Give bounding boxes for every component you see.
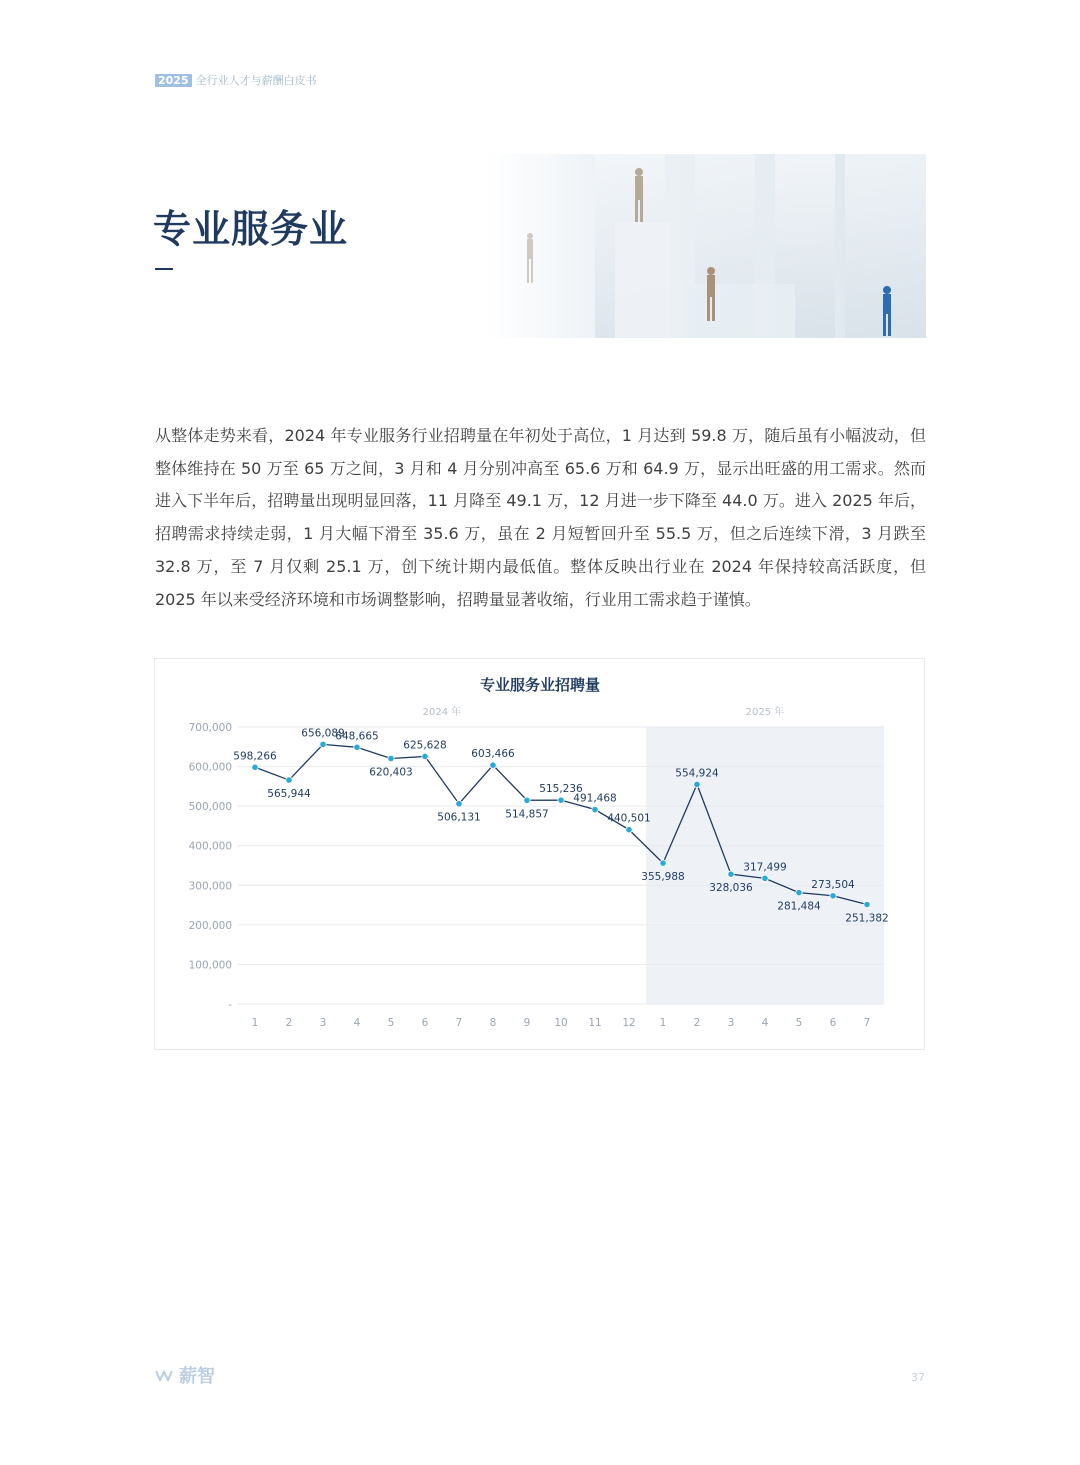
data-point [490, 762, 496, 768]
data-point [320, 741, 326, 747]
data-label: 515,236 [539, 783, 583, 796]
recruitment-line-chart [155, 659, 926, 1051]
y-tick-label: 700,000 [188, 722, 232, 734]
y-tick-label: 400,000 [188, 840, 232, 853]
header-title: 全行业人才与薪酬白皮书 [195, 74, 317, 87]
x-tick-label: 2 [693, 1017, 701, 1029]
data-label: 355,988 [641, 871, 685, 884]
data-point [558, 797, 564, 803]
y-tick-label: 300,000 [188, 880, 232, 893]
x-tick-label: 3 [727, 1017, 735, 1029]
hero-image [485, 154, 926, 338]
data-label: 625,628 [403, 739, 447, 752]
x-tick-label: 7 [863, 1017, 871, 1029]
data-point [388, 755, 394, 761]
data-label: 440,501 [607, 812, 651, 825]
data-label: 620,403 [369, 766, 413, 779]
data-label: 281,484 [777, 900, 821, 913]
data-point [252, 764, 258, 770]
section-title: 专业服务业 [153, 207, 349, 251]
data-label: 251,382 [845, 912, 889, 925]
footer-logo-text: 薪智 [179, 1366, 215, 1387]
data-point [694, 781, 700, 787]
data-label: 656,089 [301, 727, 345, 740]
y-tick-label: 500,000 [188, 801, 232, 814]
data-point [762, 875, 768, 881]
x-tick-label: 2 [285, 1017, 293, 1029]
x-tick-label: 5 [387, 1017, 395, 1029]
x-tick-label: 9 [523, 1017, 531, 1029]
x-tick-label: 8 [489, 1017, 497, 1029]
data-point [864, 901, 870, 907]
data-point [830, 893, 836, 899]
data-label: 603,466 [471, 748, 515, 761]
data-point [524, 797, 530, 803]
y-tick-label: 200,000 [188, 919, 232, 932]
data-label: 648,665 [335, 730, 379, 743]
data-point [456, 801, 462, 807]
x-tick-label: 4 [353, 1017, 361, 1029]
x-tick-label: 3 [319, 1017, 327, 1029]
data-point [626, 826, 632, 832]
header-tag [155, 72, 317, 88]
y-tick-label: 100,000 [188, 959, 232, 972]
data-label: 554,924 [675, 767, 719, 780]
group-label-2024: 2024 年 [422, 707, 462, 718]
data-point [796, 889, 802, 895]
title-divider [155, 268, 173, 270]
footer-logo [155, 1362, 215, 1388]
x-tick-label: 4 [761, 1017, 769, 1029]
data-label: 565,944 [267, 788, 311, 801]
data-point [354, 744, 360, 750]
chart-title: 专业服务业招聘量 [479, 676, 601, 694]
data-point [592, 806, 598, 812]
data-point [660, 860, 666, 866]
data-label: 491,468 [573, 792, 617, 805]
logo-wave-icon [155, 1368, 175, 1382]
x-tick-label: 1 [659, 1017, 667, 1029]
header-year-badge: 2025 [155, 74, 192, 87]
x-tick-label: 1 [251, 1017, 259, 1029]
data-label: 598,266 [233, 750, 277, 763]
x-tick-label: 6 [421, 1017, 429, 1029]
data-point [728, 871, 734, 877]
data-point [422, 753, 428, 759]
x-tick-label: 11 [588, 1017, 602, 1029]
page-number: 37 [911, 1371, 925, 1384]
data-label: 506,131 [437, 811, 481, 824]
y-tick-label: 600,000 [188, 761, 232, 774]
data-label: 514,857 [505, 808, 549, 821]
data-label: 273,504 [811, 878, 855, 891]
x-tick-label: 6 [829, 1017, 837, 1029]
x-tick-label: 7 [455, 1017, 463, 1029]
body-paragraph: 从整体走势来看，2024 年专业服务行业招聘量在年初处于高位，1 月达到 59.8 万，随后虽有小幅波动，但整体维持在 50 万至 65 万之间，3 月和 4 月分别冲高至 65.6 万和 64.9 万，显示出旺盛的用工需求。然而进入下半年后，招聘量出现明显回落，11 月降至 49.1 万，12 月进一步下降至 44.0 万。进入 2025 年后，招聘需求持续走弱，1 月大幅下滑至 35.6 万，虽在 2 月短暂回升至 55.5 万，但之后连续下滑，3 月跌至 32.8 万，至 7 月仅剩 25.1 万，创下统计期内最低值。整体反映出行业在 2024 年保持较高活跃度，但 2025 年以来受经济环境和市场调整影响，招聘量显著收缩，行业用工需求趋于谨慎。 [155, 426, 926, 609]
x-tick-label: 10 [554, 1017, 568, 1029]
x-tick-label: 5 [795, 1017, 803, 1029]
chart-container [154, 658, 925, 1050]
data-label: 317,499 [743, 861, 787, 874]
data-label: 328,036 [709, 882, 753, 895]
y-tick-label: - [228, 999, 232, 1011]
data-point [286, 777, 292, 783]
group-label-2025: 2025 年 [745, 707, 785, 718]
x-tick-label: 12 [622, 1017, 636, 1029]
